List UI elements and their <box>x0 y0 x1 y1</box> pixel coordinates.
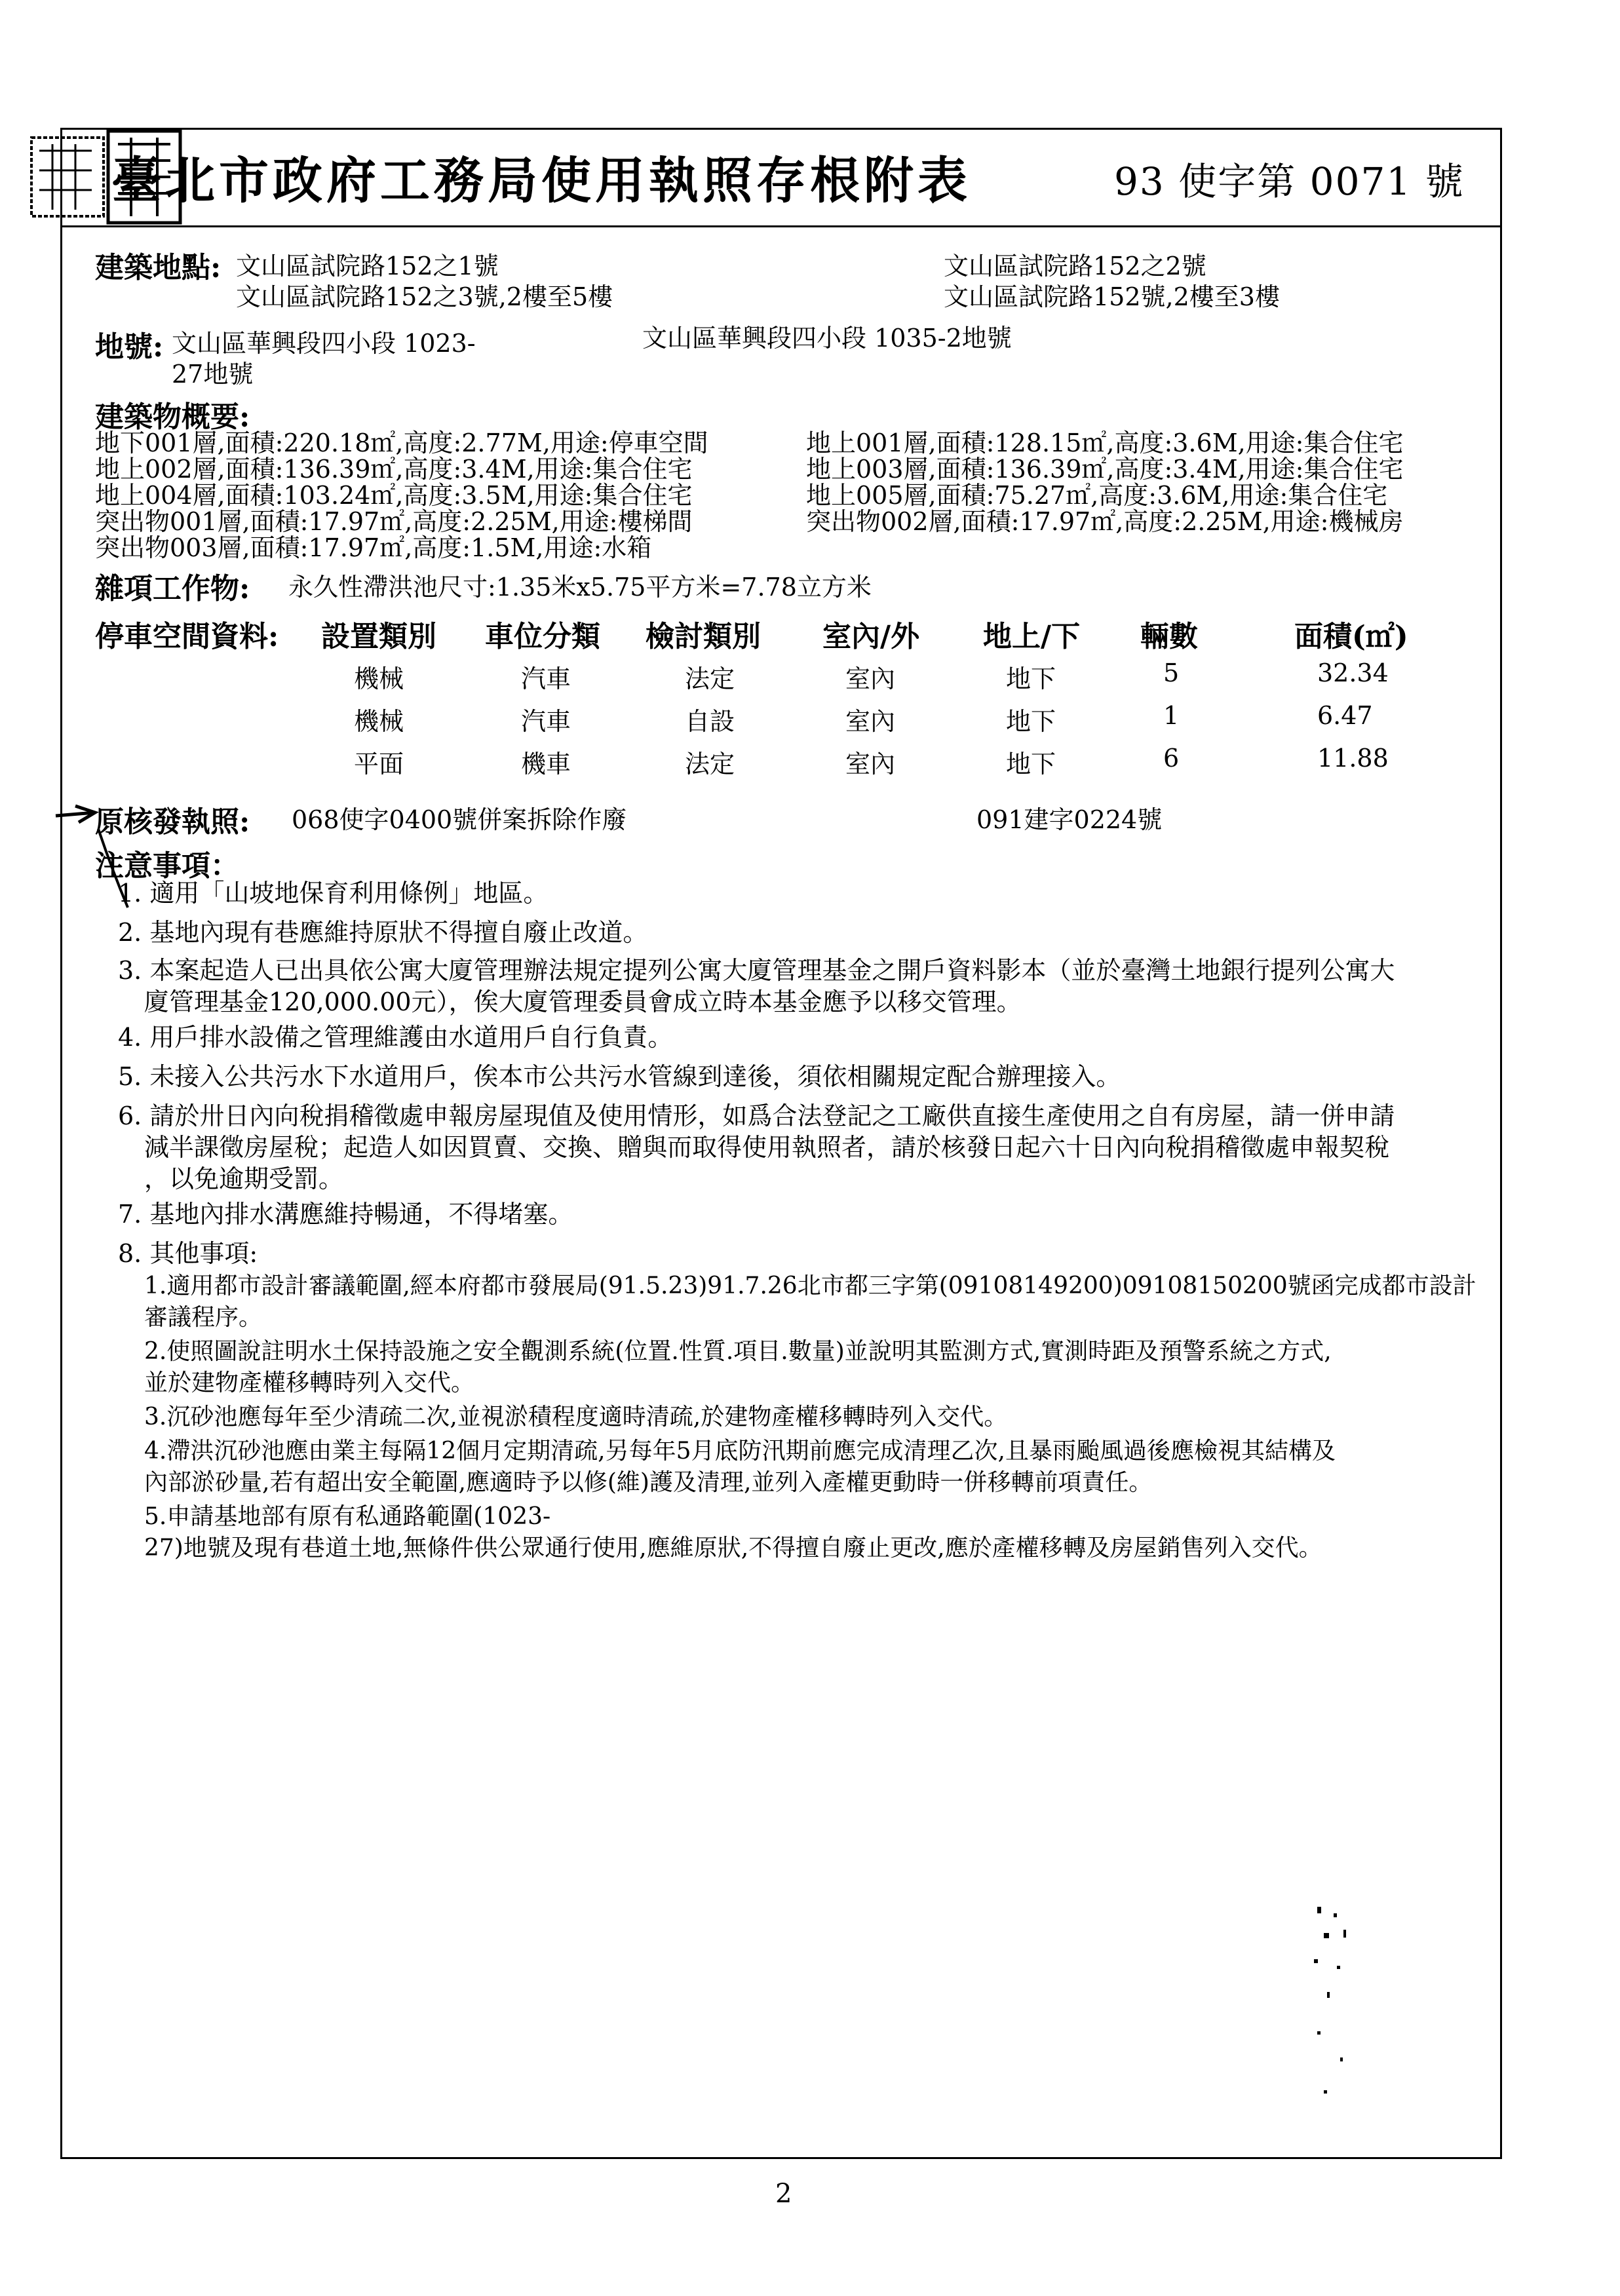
permit-number: 93 使字第 0071 號 <box>1114 159 1465 204</box>
note-item-6-cont: 減半課徵房屋稅；起造人如因買賣、交換、贈與而取得使用執照者，請於核發日起六十日內向稅捐稽徵處申報契稅 <box>144 1133 1390 1162</box>
parking-cell: 機械 <box>354 707 404 736</box>
notes-label: 注意事項： <box>95 849 239 883</box>
note-item-6-cont: ，以免逾期受罰。 <box>144 1164 344 1193</box>
parking-cell: 6 <box>1163 744 1180 773</box>
note-item-3: 3. 本案起造人已出具依公寓大廈管理辦法規定提列公寓大廈管理基金之開戶資料影本（並於臺灣土地銀行提列公寓大 <box>118 956 1395 985</box>
page-title: 臺北市政府工務局使用執照存根附表 <box>111 151 971 210</box>
parking-cell: 機車 <box>521 750 571 778</box>
note-item-8: 8. 其他事項: <box>118 1239 258 1268</box>
parking-cell: 6.47 <box>1317 701 1373 730</box>
parking-cell: 32.34 <box>1317 659 1389 687</box>
parking-cell: 1 <box>1163 701 1180 730</box>
parking-cell: 汽車 <box>521 707 571 736</box>
parking-header-count: 輛數 <box>1140 620 1198 653</box>
parking-cell: 法定 <box>685 750 735 778</box>
lot-number-3: 27地號 <box>172 360 254 389</box>
page-number: 2 <box>775 2179 792 2209</box>
lot-number-1: 文山區華興段四小段 1023- <box>172 329 476 358</box>
floor-spec-left-4: 突出物001層,面積:17.97㎡,高度:2.25M,用途:樓梯間 <box>95 507 693 536</box>
building-summary-label: 建築物概要: <box>95 400 250 434</box>
parking-cell: 室內 <box>845 664 896 693</box>
title-divider <box>60 225 1502 227</box>
parking-cell: 地下 <box>1006 664 1056 693</box>
other-item-2-cont: 並於建物產權移轉時列入交代。 <box>144 1369 475 1396</box>
address-3: 文山區試院路152之3號,2樓至5樓 <box>236 282 613 311</box>
other-item-3: 3.沉砂池應每年至少清疏二次,並視淤積程度適時清疏,於建物產權移轉時列入交代。 <box>144 1404 1008 1430</box>
parking-header-level: 地上/下 <box>983 620 1081 653</box>
floor-spec-left-5: 突出物003層,面積:17.97㎡,高度:1.5M,用途:水箱 <box>95 533 652 562</box>
note-item-6: 6. 請於卅日內向稅捐稽徵處申報房屋現值及使用情形，如爲合法登記之工廠供直接生產使用之自有房屋，請一併申請 <box>118 1101 1395 1130</box>
parking-cell: 室內 <box>845 750 896 778</box>
parking-cell: 地下 <box>1006 750 1056 778</box>
floor-spec-right-2: 地上003層,面積:136.39㎡,高度:3.4M,用途:集合住宅 <box>806 455 1404 484</box>
other-item-1: 1.適用都市設計審議範圍,經本府都市發展局(91.5.23)91.7.26北市都三字第(09108149200)09108150200號函完成都市設計 <box>144 1272 1476 1299</box>
floor-spec-right-1: 地上001層,面積:128.15㎡,高度:3.6M,用途:集合住宅 <box>806 429 1404 457</box>
parking-cell: 11.88 <box>1317 744 1389 773</box>
other-item-4: 4.滯洪沉砂池應由業主每隔12個月定期清疏,另每年5月底防汛期前應完成清理乙次,且暴雨颱風過後應檢視其結構及 <box>144 1438 1336 1464</box>
note-item-1: 1. 適用「山坡地保育利用條例」地區。 <box>118 879 549 908</box>
parking-header-indoor: 室內/外 <box>822 620 920 653</box>
floor-spec-left-2: 地上002層,面積:136.39㎡,高度:3.4M,用途:集合住宅 <box>95 455 693 484</box>
original-permit-label: 原核發執照: <box>95 805 250 839</box>
parking-cell: 汽車 <box>521 664 571 693</box>
misc-structures-text: 永久性滯洪池尺寸:1.35米x5.75平方米=7.78立方米 <box>288 573 872 602</box>
parking-cell: 地下 <box>1006 707 1056 736</box>
floor-spec-right-4: 突出物002層,面積:17.97㎡,高度:2.25M,用途:機械房 <box>806 507 1404 536</box>
address-1: 文山區試院路152之1號 <box>236 252 499 280</box>
parking-cell: 平面 <box>354 750 404 778</box>
parking-header-review: 檢討類別 <box>646 620 761 653</box>
floor-spec-left-1: 地下001層,面積:220.18㎡,高度:2.77M,用途:停車空間 <box>95 429 708 457</box>
lot-number-2: 文山區華興段四小段 1035-2地號 <box>642 324 1012 353</box>
parking-label: 停車空間資料: <box>95 620 279 653</box>
misc-structures-label: 雜項工作物: <box>95 572 250 605</box>
parking-header-area: 面積(㎡) <box>1294 620 1408 653</box>
parking-cell: 5 <box>1163 659 1180 687</box>
note-item-4: 4. 用戶排水設備之管理維護由水道用戶自行負責。 <box>118 1023 673 1052</box>
parking-cell: 室內 <box>845 707 896 736</box>
other-item-2: 2.使照圖說註明水土保持設施之安全觀測系統(位置.性質.項目.數量)並說明其監測方式,實測時距及預警系統之方式, <box>144 1338 1332 1365</box>
note-item-7: 7. 基地內排水溝應維持暢通，不得堵塞。 <box>118 1200 573 1229</box>
address-4: 文山區試院路152號,2樓至3樓 <box>944 282 1280 311</box>
note-item-5: 5. 未接入公共污水下水道用戶，俟本市公共污水管線到達後，須依相關規定配合辦理接入。 <box>118 1062 1121 1091</box>
original-permit-1: 068使字0400號併案拆除作廢 <box>292 805 627 834</box>
other-item-1-cont: 審議程序。 <box>144 1304 263 1331</box>
floor-spec-left-3: 地上004層,面積:103.24㎡,高度:3.5M,用途:集合住宅 <box>95 481 693 510</box>
floor-spec-right-3: 地上005層,面積:75.27㎡,高度:3.6M,用途:集合住宅 <box>806 481 1388 510</box>
parking-cell: 自設 <box>685 707 735 736</box>
scan-speckle-mark <box>1304 1900 1383 2110</box>
parking-header-type: 設置類別 <box>321 620 436 653</box>
lot-label: 地號: <box>95 330 164 364</box>
other-item-4-cont: 內部淤砂量,若有超出安全範圍,應適時予以修(維)護及清理,並列入產權更動時一併移轉前項責任。 <box>144 1469 1153 1496</box>
note-item-2: 2. 基地內現有巷應維持原狀不得擅自廢止改道。 <box>118 918 648 947</box>
parking-cell: 法定 <box>685 664 735 693</box>
original-permit-2: 091建字0224號 <box>976 805 1163 834</box>
other-item-5: 5.申請基地部有原有私通路範圍(1023- <box>144 1503 551 1530</box>
parking-header-class: 車位分類 <box>485 620 600 653</box>
address-2: 文山區試院路152之2號 <box>944 252 1206 280</box>
parking-cell: 機械 <box>354 664 404 693</box>
other-item-5-cont: 27)地號及現有巷道土地,無條件供公眾通行使用,應維原狀,不得擅自廢止更改,應於產權移轉及房屋銷售列入交代。 <box>144 1535 1322 1561</box>
note-item-3-cont: 廈管理基金120,000.00元），俟大廈管理委員會成立時本基金應予以移交管理。 <box>144 987 1022 1016</box>
location-label: 建築地點: <box>95 251 222 284</box>
